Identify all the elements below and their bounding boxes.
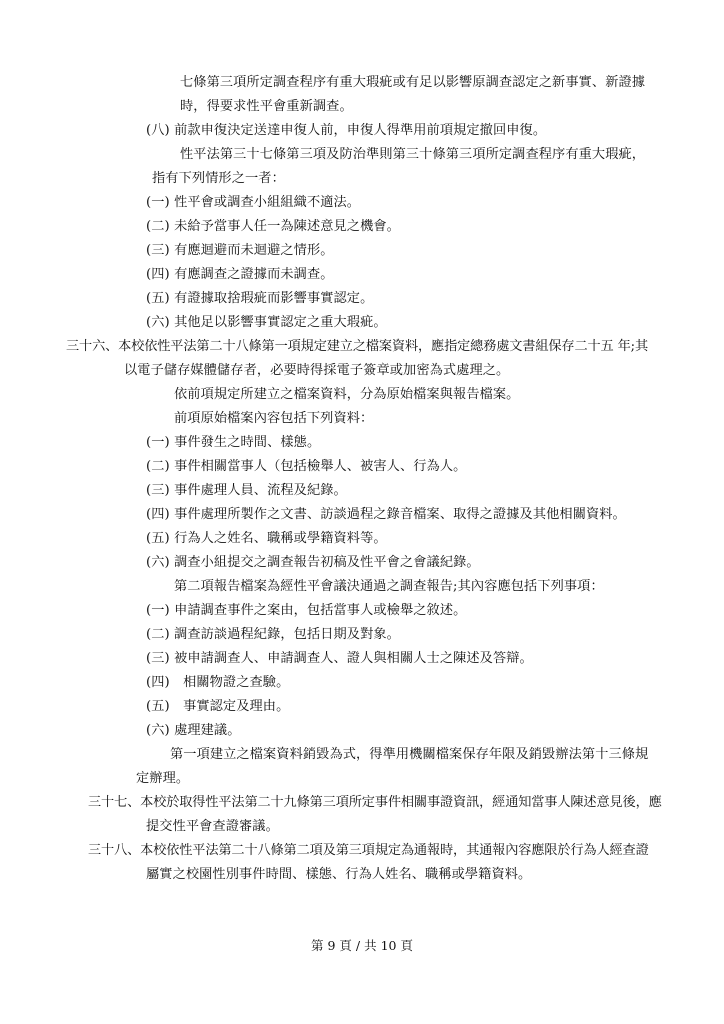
list-item: (六) 調查小組提交之調查報告初稿及性平會之會議紀錄。	[146, 555, 480, 570]
body-line: 指有下列情形之一者：	[152, 171, 285, 186]
body-line: 提交性平會查證審議。	[146, 819, 279, 834]
list-item: (八) 前款申復決定送達申復人前，申復人得準用前項規定撤回申復。	[146, 123, 547, 138]
article-heading: 三十六、本校依性平法第二十八條第一項規定建立之檔案資料，應指定總務處文書組保存二十五 年;其	[66, 339, 648, 354]
body-line: 以電子儲存媒體儲存者，必要時得採電子簽章或加密為式處理之。	[124, 363, 510, 378]
body-line: 時，得要求性平會重新調查。	[180, 99, 353, 114]
list-item: (四) 有應調查之證據而未調查。	[146, 267, 334, 282]
list-item: (六) 處理建議。	[146, 723, 241, 738]
body-line: 七條第三項所定調查程序有重大瑕疵或有足以影響原調查認定之新事實、新證據	[180, 75, 646, 90]
list-item: (三) 事件處理人員、流程及紀錄。	[146, 483, 347, 498]
list-item: (五) 行為人之姓名、職稱或學籍資料等。	[146, 531, 387, 546]
body-line: 前項原始檔案內容包括下列資料：	[174, 411, 374, 426]
body-line: 屬實之校園性別事件時間、樣態、行為人姓名、職稱或學籍資料。	[146, 867, 532, 882]
body-line: 依前項規定所建立之檔案資料，分為原始檔案與報告檔案。	[174, 387, 520, 402]
list-item: (三) 有應迴避而未迴避之情形。	[146, 243, 334, 258]
list-item: (二) 調查訪談過程紀錄，包括日期及對象。	[146, 627, 400, 642]
list-item: (二) 未給予當事人任一為陳述意見之機會。	[146, 219, 400, 234]
list-item: (三) 被申請調查人、申請調查人、證人與相關人士之陳述及答辯。	[146, 651, 533, 666]
list-item: (五) 有證據取捨瑕疵而影響事實認定。	[146, 291, 374, 306]
list-item: (四) 事件處理所製作之文書、訪談過程之錄音檔案、取得之證據及其他相關資料。	[146, 507, 626, 522]
body-line: 第一項建立之檔案資料銷毀為式，得準用機關檔案保存年限及銷毀辦法第十三條規	[170, 747, 649, 762]
body-line: 第二項報告檔案為經性平會議決通過之調查報告;其內容應包括下列事項：	[174, 579, 604, 594]
body-line: 性平法第三十七條第三項及防治準則第三十條第三項所定調查程序有重大瑕疵，	[180, 147, 646, 162]
article-heading: 三十八、本校依性平法第二十八條第二項及第三項規定為通報時，其通報內容應限於行為人經查證	[88, 843, 649, 858]
list-item: (一) 申請調查事件之案由，包括當事人或檢舉之敘述。	[146, 603, 467, 618]
list-item: (二) 事件相關當事人（包括檢舉人、被害人、行為人。	[146, 459, 467, 474]
list-item: (一) 性平會或調查小組組織不適法。	[146, 195, 361, 210]
article-heading: 三十七、本校於取得性平法第二十九條第三項所定事件相關事證資訊，經通知當事人陳述意見後，應	[88, 795, 662, 810]
list-item: (一) 事件發生之時間、樣態。	[146, 435, 321, 450]
page-number: 第 9 頁 / 共 10 頁	[311, 938, 413, 953]
body-line: 定辦理。	[136, 771, 190, 786]
list-item: (六) 其他足以影響事實認定之重大瑕疵。	[146, 315, 387, 330]
list-item: (四) 相關物證之查驗。	[146, 675, 290, 690]
list-item: (五) 事實認定及理由。	[146, 699, 290, 714]
